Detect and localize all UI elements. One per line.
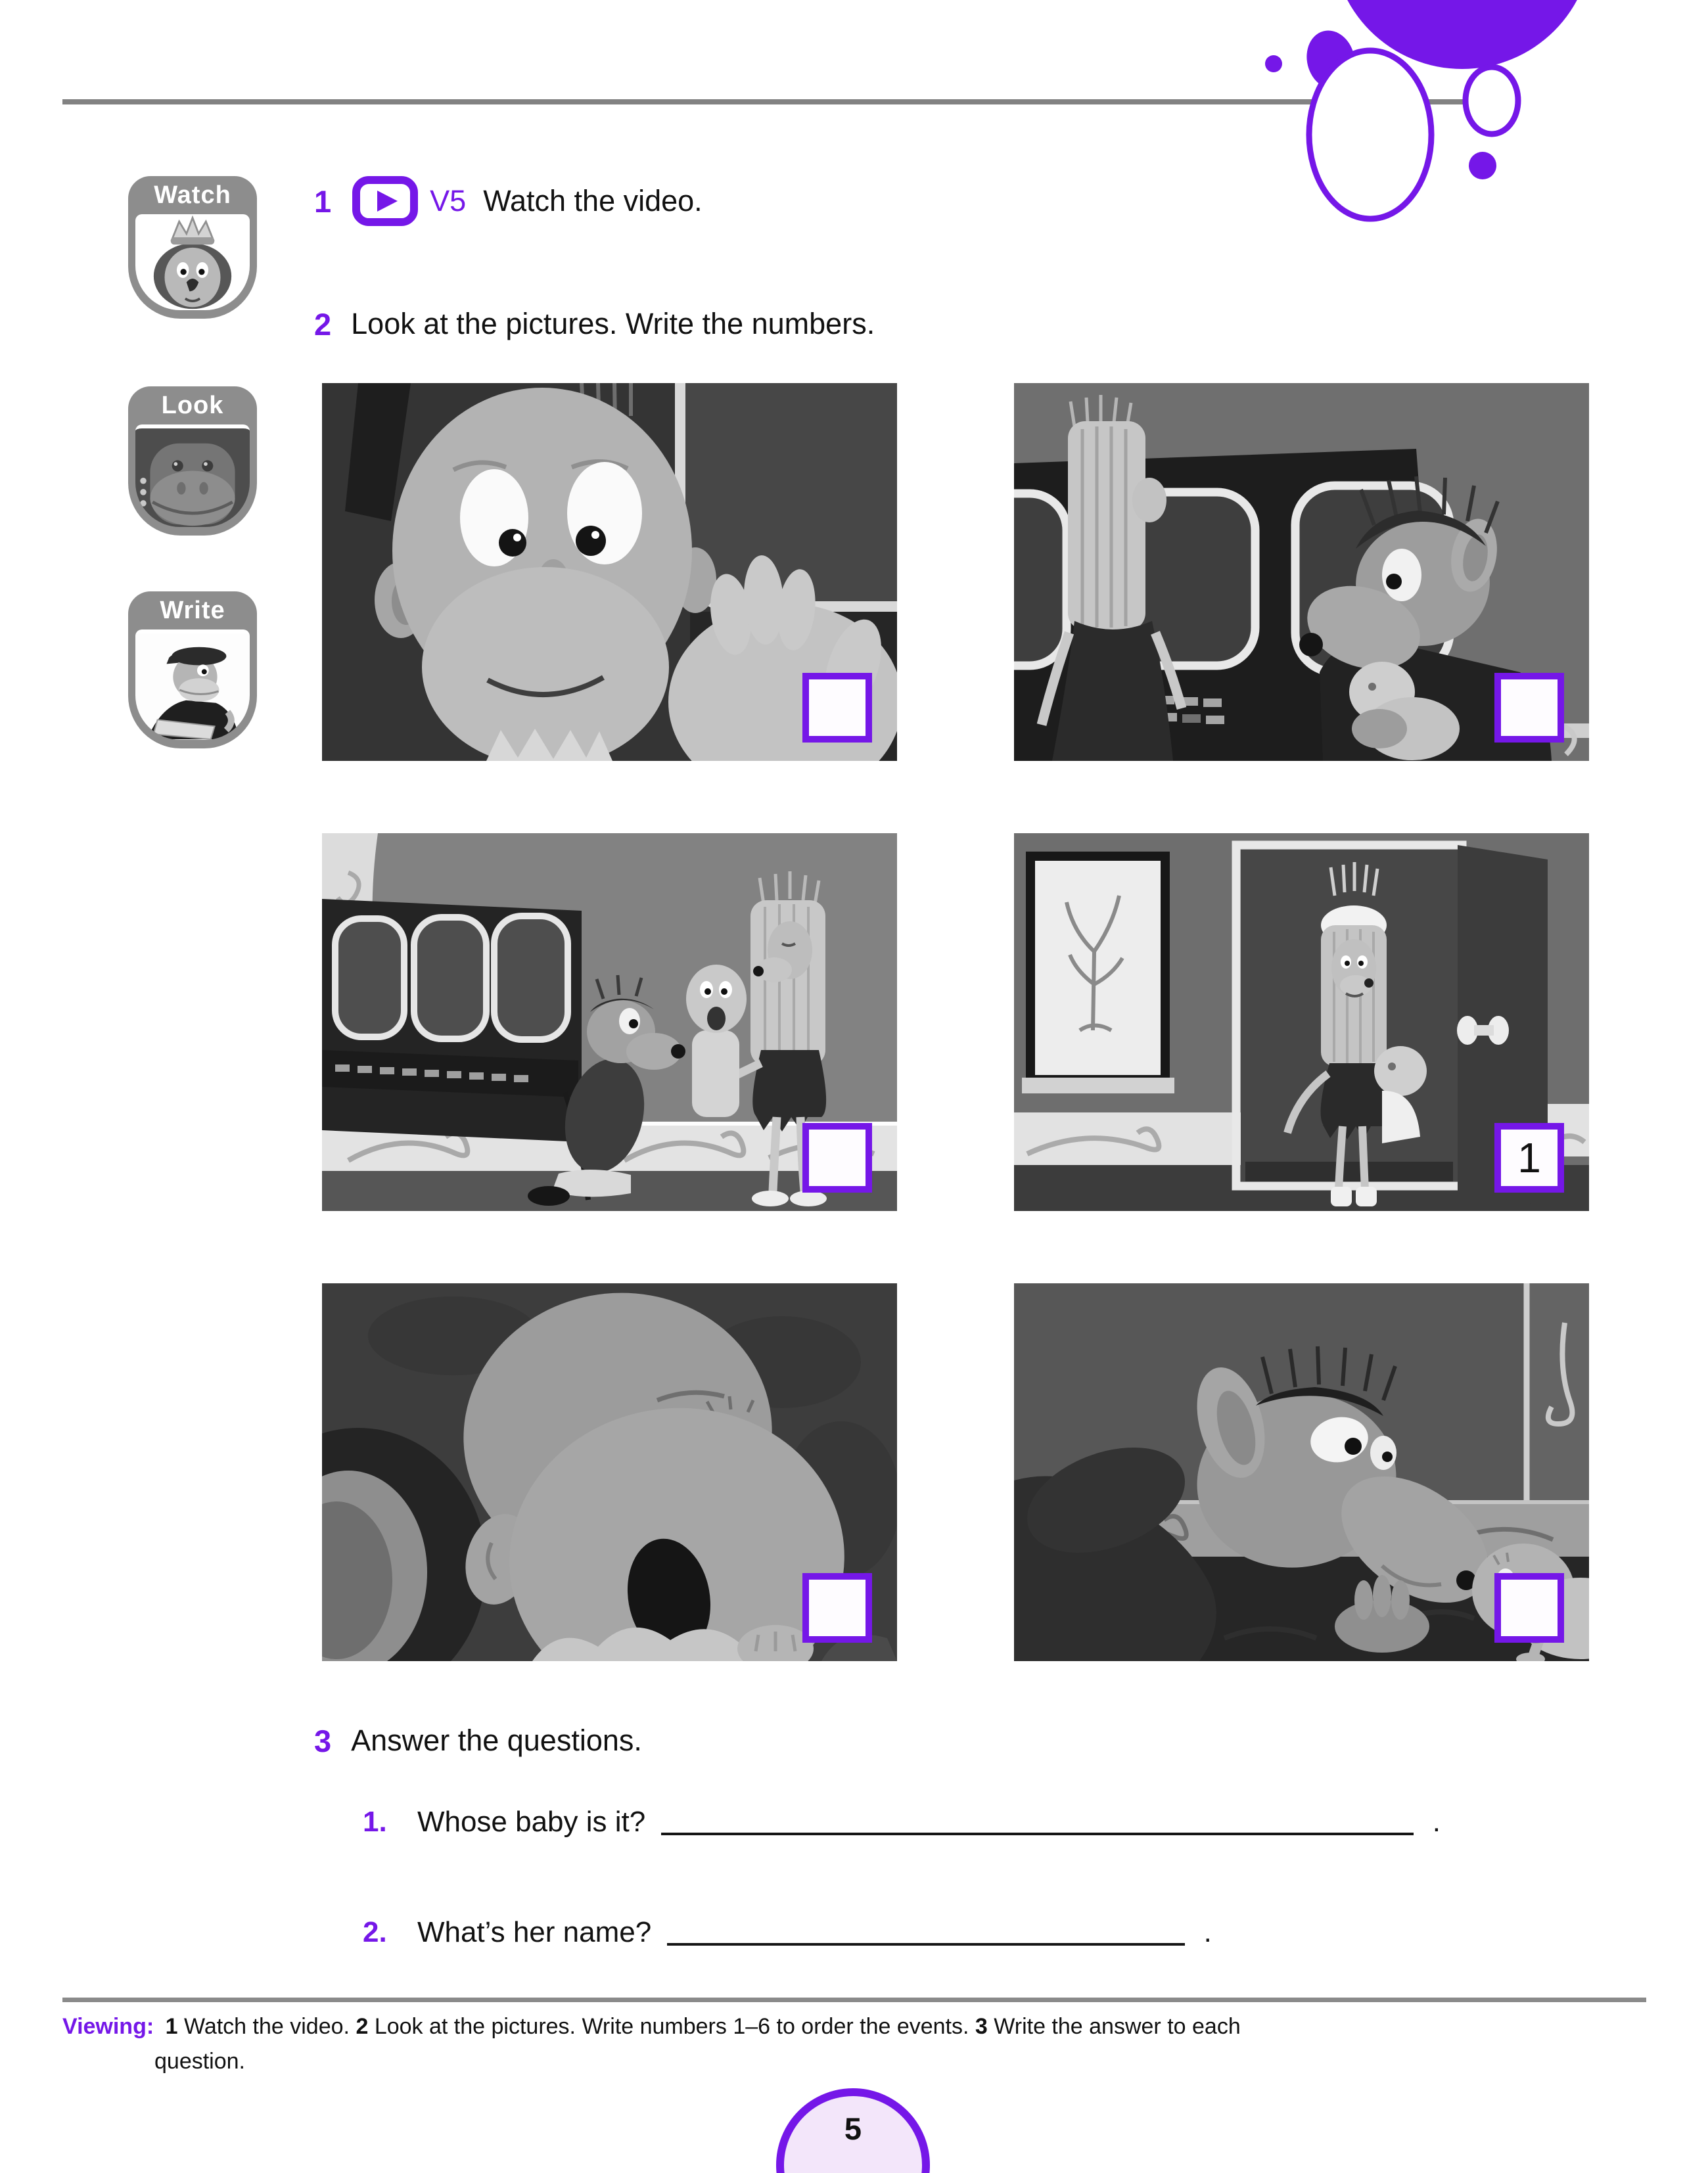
- picture-5: [322, 1283, 897, 1661]
- answer-box-5[interactable]: [802, 1573, 872, 1643]
- footer-item-2-number: 2: [356, 2014, 369, 2039]
- footer-line-1: [62, 2009, 1646, 2044]
- queen-dog-character-icon: [135, 214, 250, 310]
- footer-instructions: [62, 2009, 1646, 2078]
- deco-small-dot: [1265, 55, 1282, 72]
- answer-box-4[interactable]: [1494, 1123, 1564, 1193]
- hippo-character-icon: [135, 428, 250, 527]
- picture-4: [1014, 833, 1589, 1211]
- answer-value-4: 1: [1517, 1134, 1541, 1181]
- footer-item-1-text: Watch the video.: [184, 2014, 350, 2039]
- answer-box-6[interactable]: [1494, 1573, 1564, 1643]
- exercise-2-text: Look at the pictures. Write the numbers.: [351, 307, 875, 340]
- sidebar-badge-write: [128, 591, 257, 748]
- answer-box-3[interactable]: [802, 1123, 872, 1193]
- badge-look-label: Look: [161, 392, 224, 419]
- video-ref-label: V5: [430, 184, 467, 217]
- badge-write-photo: [135, 629, 250, 740]
- writer-character-icon: [135, 633, 250, 740]
- exercise-3-number: 3: [314, 1723, 332, 1758]
- footer-section-label: Viewing:: [62, 2014, 154, 2039]
- footer-item-1-number: 1: [165, 2014, 178, 2039]
- exercise-3-row: [314, 1720, 642, 1761]
- question-2-text: What’s her name?: [417, 1916, 652, 1948]
- deco-medium-filled-circle: [1301, 26, 1361, 95]
- question-1-row: [363, 1806, 1441, 1839]
- answer-box-1[interactable]: [802, 673, 872, 743]
- exercise-1-number: 1: [314, 183, 332, 219]
- deco-bottom-dot: [1469, 152, 1496, 179]
- exercise-1-text: Watch the video.: [483, 184, 703, 217]
- sidebar-badge-look: [128, 386, 257, 536]
- footer-item-3-text: Write the answer to each: [994, 2014, 1241, 2039]
- deco-large-outline-circle: [1309, 51, 1431, 219]
- question-1-period: .: [1432, 1806, 1441, 1838]
- sidebar-badge-watch: [128, 176, 257, 319]
- deco-small-outline-circle: [1466, 67, 1518, 134]
- footer-item-3-number: 3: [975, 2014, 988, 2039]
- page-number: 5: [844, 2111, 862, 2146]
- exercise-2-row: [314, 304, 875, 344]
- question-1-text: Whose baby is it?: [417, 1806, 646, 1838]
- answer-line-1[interactable]: [661, 1833, 1414, 1835]
- exercise-3-text: Answer the questions.: [351, 1724, 642, 1757]
- badge-look-photo: [135, 424, 250, 527]
- badge-watch-label: Watch: [154, 181, 231, 209]
- badge-write-label: Write: [160, 597, 225, 624]
- footer-item-2-text: Look at the pictures. Write numbers 1–6 to order the events.: [374, 2014, 969, 2039]
- answer-box-2[interactable]: [1494, 673, 1564, 743]
- top-divider: [62, 99, 1466, 104]
- exercise-1-row: [314, 173, 703, 229]
- footer-line-2: question.: [154, 2048, 245, 2074]
- deco-large-filled-circle: [1332, 0, 1592, 69]
- picture-2: [1014, 383, 1589, 761]
- page-number-circle: [776, 2088, 930, 2173]
- question-2-number: 2.: [363, 1916, 387, 1948]
- play-video-icon: [351, 175, 419, 227]
- answer-line-2[interactable]: [667, 1943, 1185, 1946]
- picture-3: [322, 833, 897, 1211]
- picture-1: [322, 383, 897, 761]
- exercise-2-number: 2: [314, 306, 332, 342]
- badge-watch-photo: [135, 214, 250, 310]
- question-1-number: 1.: [363, 1806, 387, 1838]
- question-2-row: [363, 1916, 1212, 1949]
- footer-divider: [62, 1998, 1646, 2002]
- picture-6: [1014, 1283, 1589, 1661]
- question-2-period: .: [1203, 1916, 1212, 1948]
